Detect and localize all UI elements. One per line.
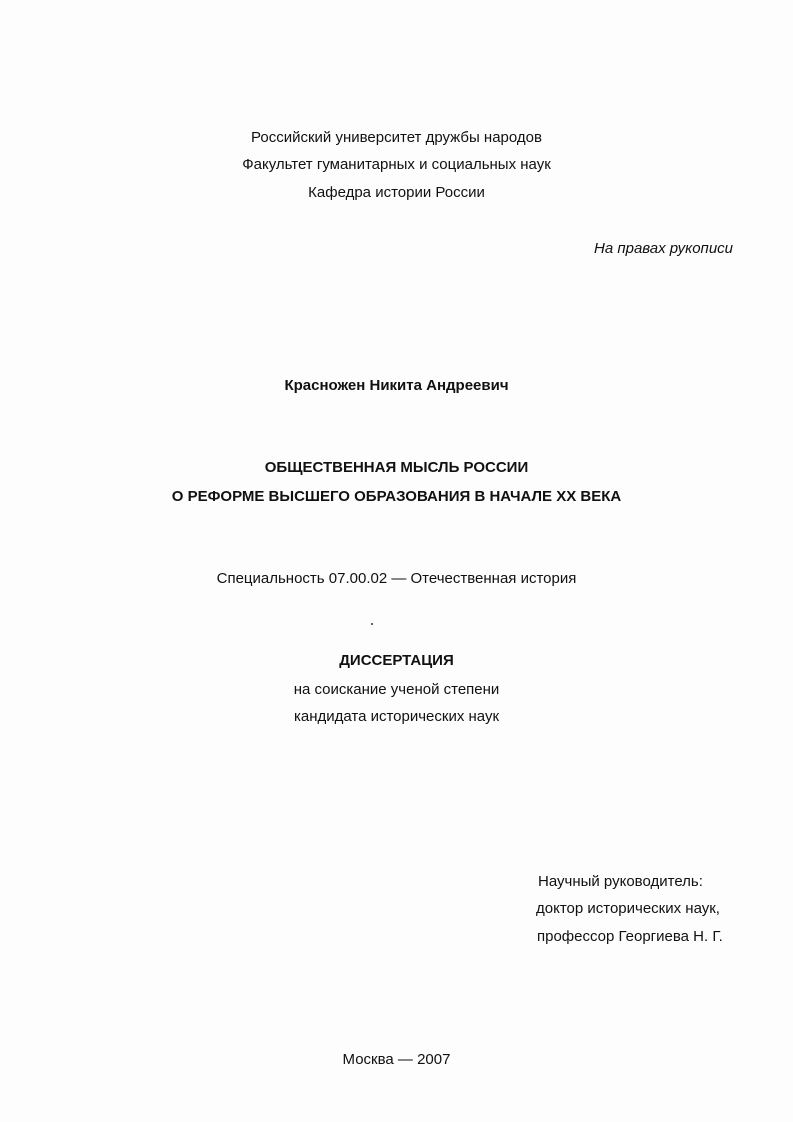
supervisor-name: профессор Георгиева Н. Г. <box>537 928 723 945</box>
thesis-title-line-2: О РЕФОРМЕ ВЫСШЕГО ОБРАЗОВАНИЯ В НАЧАЛЕ XX ВЕКА <box>171 488 622 505</box>
degree-line-1: на соискание ученой степени <box>293 681 500 698</box>
specialty: Специальность 07.00.02 — Отечественная история <box>216 570 577 587</box>
thesis-title-line-1: ОБЩЕСТВЕННАЯ МЫСЛЬ РОССИИ <box>264 459 529 476</box>
supervisor-title: Научный руководитель: <box>538 873 703 890</box>
manuscript-note: На правах рукописи <box>594 240 733 257</box>
degree-line-2: кандидата исторических наук <box>293 708 500 725</box>
author-name: Красножен Никита Андреевич <box>284 377 509 394</box>
dissertation-label: ДИССЕРТАЦИЯ <box>339 652 454 669</box>
scan-speck <box>371 623 373 625</box>
faculty-name: Факультет гуманитарных и социальных наук <box>242 156 551 173</box>
city-year: Москва — 2007 <box>342 1051 451 1068</box>
department-name: Кафедра истории России <box>308 184 485 201</box>
supervisor-degree: доктор исторических наук, <box>536 900 720 917</box>
university-name: Российский университет дружбы народов <box>251 129 542 146</box>
